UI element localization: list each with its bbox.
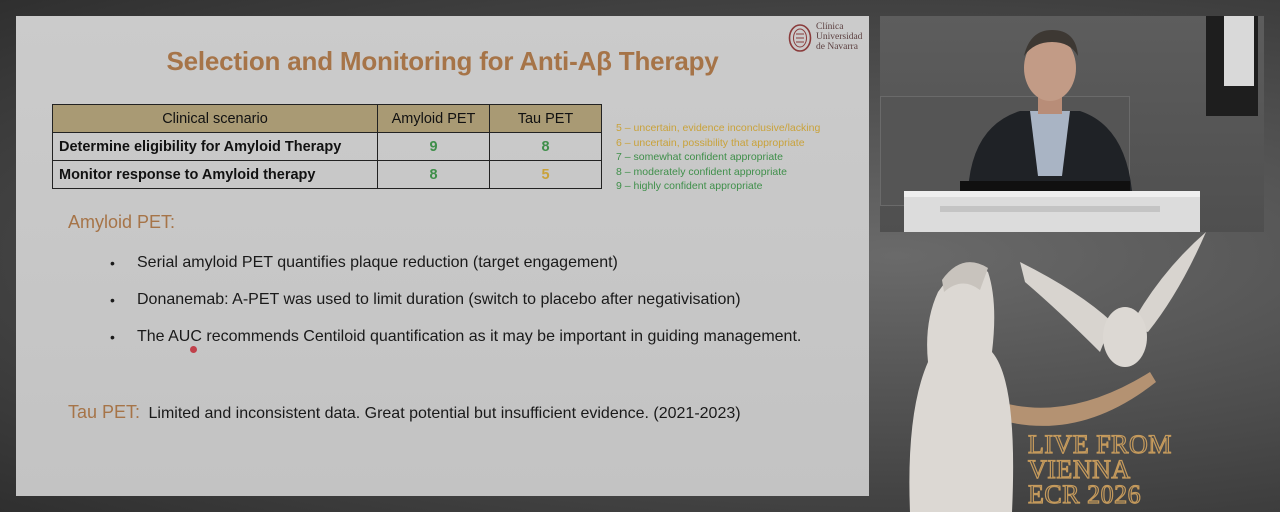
tau-section-text: Limited and inconsistent data. Great potential but insufficient evidence. (2021-2023) [148,405,741,422]
branding-line-1: LIVE FROM VIENNA [1028,430,1172,484]
table-row [53,161,602,189]
table-cell-tau-score: 8 [490,133,602,161]
table-header-amyloid-pet: Amyloid PET [378,105,490,133]
table-header-row [53,105,602,133]
university-seal-icon [788,22,812,54]
legend-item: 8 – moderately confident appropriate [616,165,788,178]
presentation-slide [16,16,869,496]
legend-item: 5 – uncertain, evidence inconclusive/lacking [616,122,821,134]
university-logo [788,22,862,54]
legend-item: 7 – somewhat confident appropriate [616,151,783,163]
logo-line-2: Universidad [816,32,863,42]
logo-line-1: Clínica [816,22,844,32]
tau-section [68,402,741,423]
legend-item: 9 – highly confident appropriate [616,180,763,192]
branding-line-2: ECR 2026 [1028,480,1142,509]
table-cell-amyloid-score: 9 [378,133,490,161]
table-header-tau-pet: Tau PET [490,105,602,133]
slide-title: Selection and Monitoring for Anti-Aβ Therapy [166,46,719,76]
amyloid-section-heading: Amyloid PET: [68,212,176,232]
table-cell-tau-score: 5 [490,161,602,189]
list-item: • Donanemab: A-PET was used to limit duration (switch to placebo after negativisation) [108,289,828,311]
list-item: • Serial amyloid PET quantifies plaque reduction (target engagement) [108,252,828,274]
table-header-scenario: Clinical scenario [53,105,378,133]
list-item: • The AUC recommends Centiloid quantification as it may be important in guiding management. [108,326,828,348]
table-cell-scenario: Determine eligibility for Amyloid Therapy [53,133,378,161]
table-row [53,133,602,161]
table-cell-scenario: Monitor response to Amyloid therapy [53,161,378,189]
logo-line-3: de Navarra [816,42,858,52]
event-branding [1028,432,1280,507]
amyloid-bullet-list [108,252,828,363]
score-legend [616,121,820,194]
table-cell-amyloid-score: 8 [378,161,490,189]
speaker-video-feed [880,16,1264,232]
speaker-figure [880,16,1264,232]
tau-section-heading: Tau PET: [68,402,141,422]
laser-pointer-dot [190,346,197,353]
legend-item: 6 – uncertain, possibility that appropriate [616,136,805,149]
clinical-scenario-table [52,104,602,189]
